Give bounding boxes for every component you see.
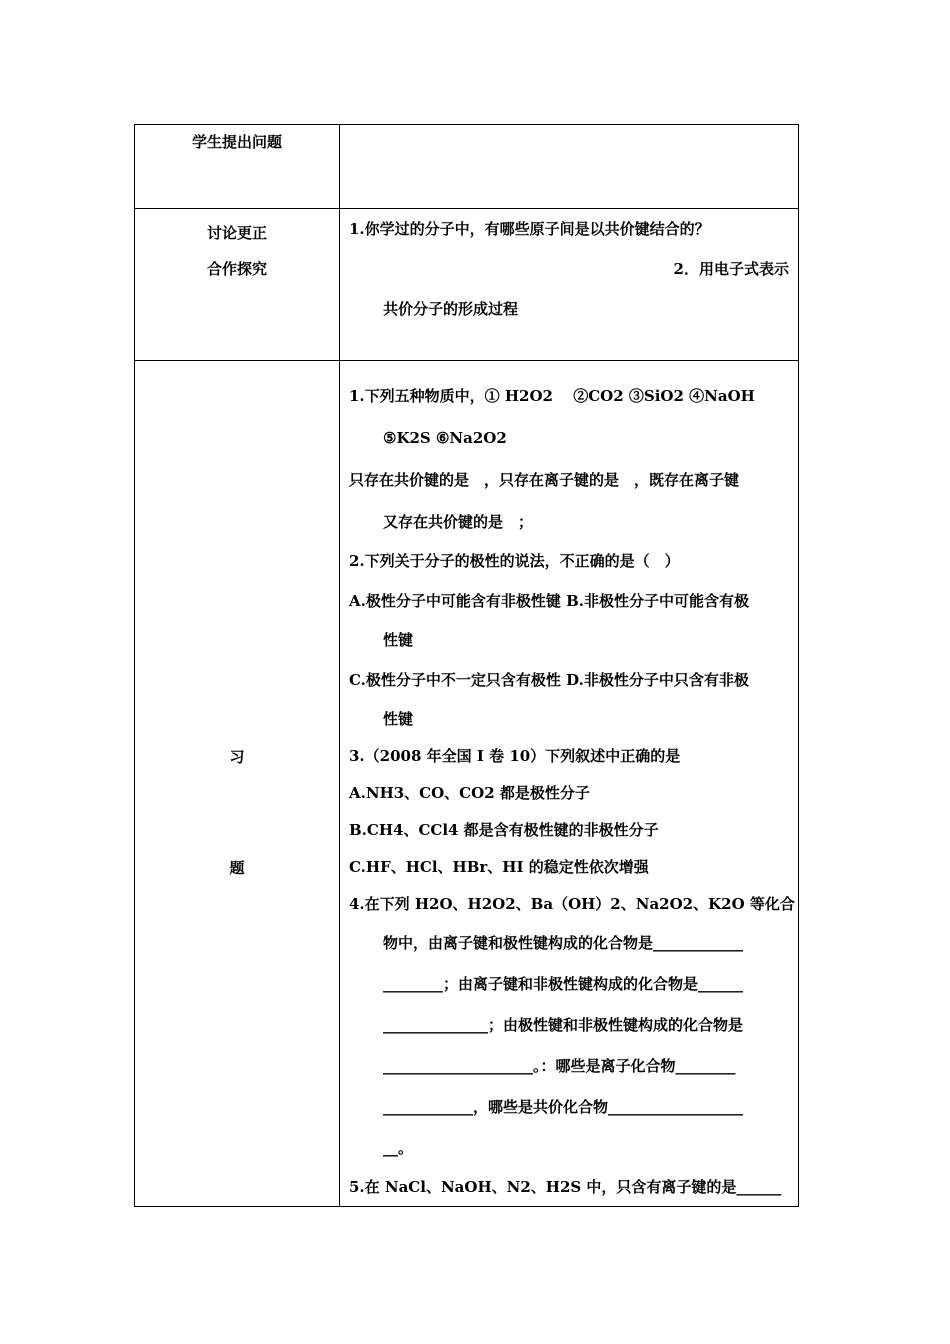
exercise-line: 性键: [383, 710, 414, 728]
exercise-line: ____________________。：哪些是离子化合物________: [383, 1057, 736, 1075]
exercise-line: __。: [383, 1139, 414, 1157]
exercise-line: 性键: [383, 631, 414, 649]
exercise-line: 5.在 NaCl、NaOH、N2、H2S 中，只含有离子键的是______: [349, 1178, 782, 1196]
table-row-exercises: [135, 361, 799, 1207]
exercise-line: 3.（2008 年全国 I 卷 10）下列叙述中正确的是: [349, 747, 681, 765]
table-row-discussion: [135, 209, 799, 361]
question-2-continued: 共价分子的形成过程: [383, 300, 519, 318]
row-label-line-1: 讨论更正: [206, 224, 267, 242]
exercise-line: 又存在共价键的是 ；: [383, 513, 534, 531]
exercise-line: 1.下列五种物质中，① H2O2 ②CO2 ③SiO2 ④NaOH: [349, 387, 755, 405]
exercise-content-cell: [340, 361, 799, 1207]
label-cell: [135, 209, 340, 361]
exercise-line: A.NH3、CO、CO2 都是极性分子: [349, 784, 590, 802]
exercise-line: ______________；由极性键和非极性键构成的化合物是: [383, 1016, 744, 1034]
table-row-student-questions: [135, 125, 799, 209]
exercise-line: ____________，哪些是共价化合物__________________: [383, 1098, 744, 1116]
exercise-line: C.极性分子中不一定只含有极性 D.非极性分子中只含有非极: [349, 671, 749, 689]
exercise-line: 物中，由离子键和极性键构成的化合物是____________: [383, 934, 744, 952]
question-2-start: 2．用电子式表示: [673, 260, 789, 278]
exercise-line: B.CH4、CCl4 都是含有极性键的非极性分子: [349, 821, 659, 839]
row-label-char-1: 习: [229, 748, 245, 766]
exercise-line: 只存在共价键的是 ，只存在离子键的是 ，既存在离子键: [349, 471, 740, 489]
question-1: 1.你学过的分子中，有哪些原子间是以共价键结合的？: [349, 220, 710, 238]
row-label: 学生提出问题: [191, 133, 282, 151]
exercise-line: A.极性分子中可能含有非极性键 B.非极性分子中可能含有极: [349, 592, 749, 610]
exercise-line: ________；由离子键和非极性键构成的化合物是______: [383, 975, 744, 993]
exercise-line: ⑤K2S ⑥Na2O2: [383, 429, 507, 447]
row-label-line-2: 合作探究: [206, 260, 267, 278]
label-cell: [135, 361, 340, 1207]
content-cell-empty: [340, 125, 799, 209]
exercise-line: 2.下列关于分子的极性的说法，不正确的是（ ）: [349, 552, 680, 570]
content-cell: [340, 209, 799, 361]
exercise-line: 4.在下列 H2O、H2O2、Ba（OH）2、Na2O2、K2O 等化合: [349, 895, 795, 913]
label-cell: [135, 125, 340, 209]
row-label-char-2: 题: [229, 859, 245, 877]
exercise-line: C.HF、HCl、HBr、HI 的稳定性依次增强: [349, 858, 649, 876]
lesson-table: [134, 124, 799, 1207]
